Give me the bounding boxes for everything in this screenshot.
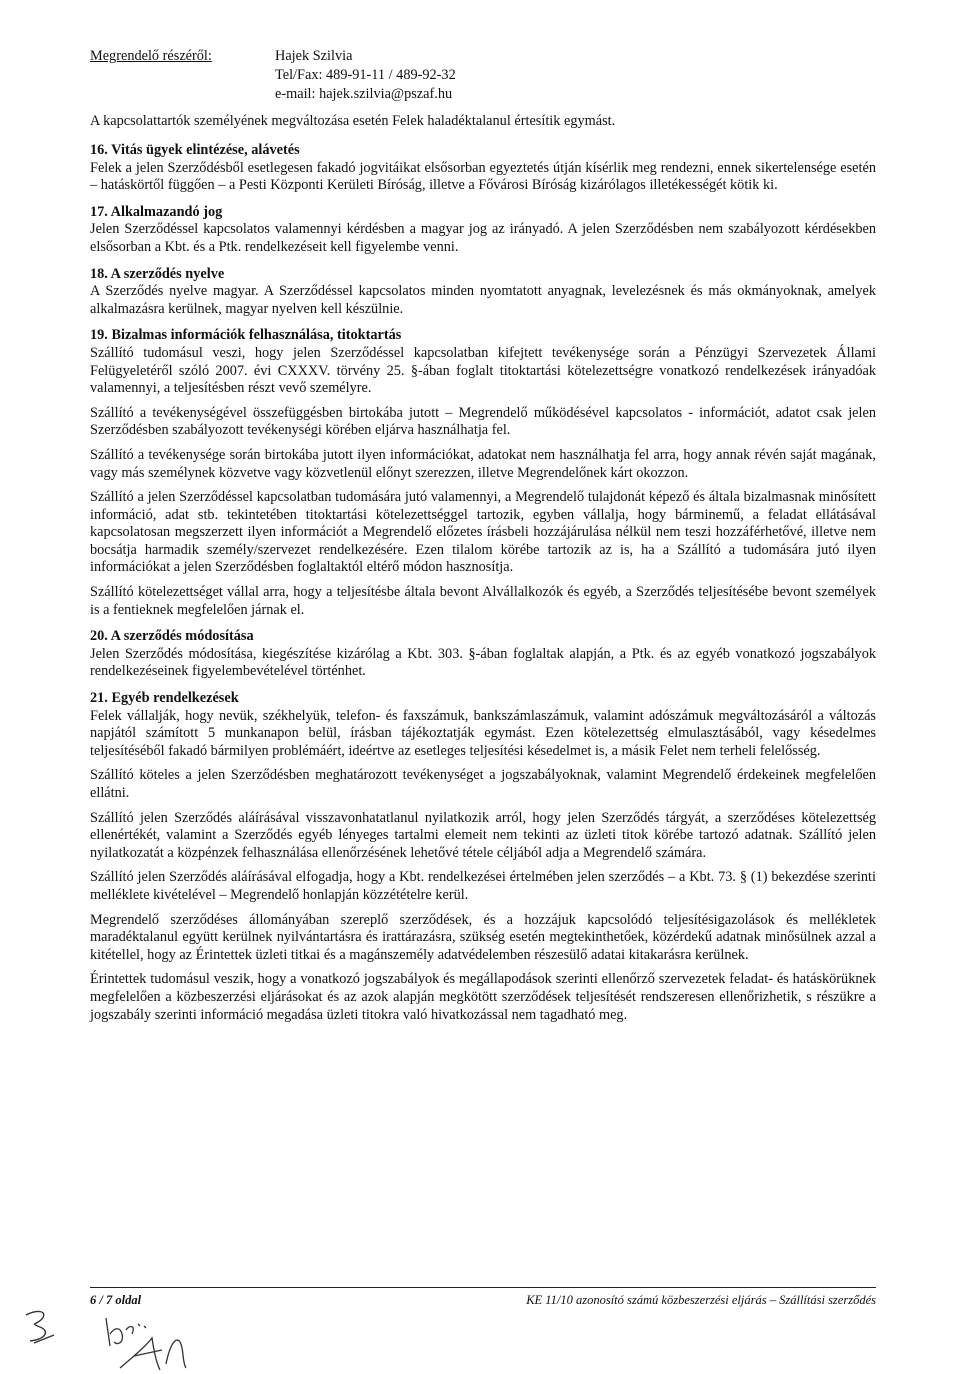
section-paragraph: Szállító jelen Szerződés aláírásával elfogadja, hogy a Kbt. rendelkezései értelmében jelen szerződés – a Kbt. 73. § (1) bekezdése szerinti melléklete kivételével – Megrendelő honlapján közzétételre kerül.: [90, 869, 876, 903]
sections-container: [90, 142, 876, 1033]
section-paragraph: Szállító a tevékenysége során birtokába jutott ilyen információkat, adatokat nem használhatja fel arra, hogy annak révén saját magának, vagy más személynek közvetve vagy közvetlenül előnyt szerezzen, illetve Megrendelőnek kárt okozzon.: [90, 446, 876, 481]
contact-change-note: A kapcsolattartók személyének megváltozása esetén Felek haladéktalanul értesítik egymást.: [90, 113, 616, 129]
contact-row-telfax: [90, 67, 890, 86]
section-paragraph: Megrendelő szerződéses állományában szereplő szerződések, és a hozzájuk kapcsolódó teljesítésigazolások és mellékletek maradéktalanul együtt kerülnek nyilvántartásra és irattárazásra, szükség esetén megtekinthetőek, közérdekű adatnak minősülnek azzal a kitétellel, hogy az Érintettek üzleti titkai és a magánszemély adatvédelemben részesülő adatai kitakarásra kerülnek.: [90, 911, 876, 963]
section-paragraph: A Szerződés nyelve magyar. A Szerződéssel kapcsolatos minden nyomtatott anyagnak, levelezésnek és más okmányoknak, amelyek alkalmazásra kerülnek, magyar nyelven kell készülnie.: [90, 283, 876, 317]
footer-document-reference: KE 11/10 azonosító számú közbeszerzési eljárás – Szállítási szerződés: [526, 1293, 876, 1307]
contact-row-name: [90, 48, 890, 67]
footer-page-number: 6 / 7 oldal: [90, 1293, 142, 1307]
page-footer: [90, 1292, 876, 1310]
section-paragraph: Szállító a tevékenységével összefüggésben birtokába jutott – Megrendelő működésével kapcsolatos - információt, adatot csak jelen Szerződésben szabályozott tevékenységi körében eljárva használhatja fel.: [90, 404, 876, 439]
section-paragraph: Felek a jelen Szerződésből esetlegesen fakadó jogvitáikat elsősorban egyeztetés útján kísérlik meg rendezni, ennek sikertelensége esetén – hatáskörtől függően – a Pesti Központi Kerületi Bíróság, illetve a Fővárosi Bíróság kizárólagos illetékességét kötik ki.: [90, 159, 876, 194]
section-19: [90, 327, 876, 619]
handwritten-signature: [100, 1312, 210, 1374]
section-paragraph: Érintettek tudomásul veszik, hogy a vonatkozó jogszabályok és megállapodások szerinti ellenőrző szervezetek feladat- és hatáskörüknek megfelelően a közbeszerzési eljárásokat és az azok alapján megkötött szerződések teljesítését rendszeresen ellenőrizhetik, s részükre a jogszabály szerinti információ megadása üzleti titokra való hivatkozással nem tagadható meg.: [90, 971, 876, 1023]
contact-telfax: Tel/Fax: 489-91-11 / 489-92-32: [275, 67, 456, 83]
footer-divider: [90, 1287, 876, 1288]
section-21: [90, 690, 876, 1024]
contact-block: [90, 48, 890, 105]
contact-row-email: [90, 86, 890, 105]
section-18: [90, 266, 876, 319]
section-heading: 19. Bizalmas információk felhasználása, titoktartás: [90, 327, 402, 344]
section-heading: 20. A szerződés módosítása: [90, 628, 254, 645]
contact-name: Hajek Szilvia: [275, 48, 353, 64]
contact-label: Megrendelő részéről:: [90, 48, 212, 64]
section-17: [90, 204, 876, 257]
section-heading: 16. Vitás ügyek elintézése, alávetés: [90, 142, 300, 158]
section-paragraph: Szállító köteles a jelen Szerződésben meghatározott tevékenységet a jogszabályoknak, valamint Megrendelő érdekeinek megfelelően ellátni.: [90, 767, 876, 801]
section-paragraph: Jelen Szerződés módosítása, kiegészítése kizárólag a Kbt. 303. §-ában foglaltak alapján, a Ptk. és az egyéb vonatkozó jogszabályok rendelkezéseinek figyelembevételével történhet.: [90, 645, 876, 680]
initials-signature-left: [20, 1305, 70, 1350]
section-heading: 17. Alkalmazandó jog: [90, 203, 223, 220]
section-paragraph: Jelen Szerződéssel kapcsolatos valamennyi kérdésben a magyar jog az irányadó. A jelen Szerződésben nem szabályozott kérdésekben elsősorban a Kbt. és a Ptk. rendelkezéseit kell figyelembe venni.: [90, 221, 876, 255]
section-paragraph: Szállító jelen Szerződés aláírásával visszavonhatatlanul nyilatkozik arról, hogy jelen Szerződés tárgyát, a szerződéses kötelezettség ellenértékét, valamint a Szerződés egyéb lényeges tartalmi elemeit nem tekinti az üzleti titok körébe tartozó adatnak. Szállító jelen nyilatkozatát a közpénzek felhasználása ellenőrzésének lehetővé tétele céljából adja a Megrendelő számára.: [90, 809, 876, 861]
section-heading: 18. A szerződés nyelve: [90, 265, 225, 282]
section-16: [90, 142, 876, 195]
section-heading: 21. Egyéb rendelkezések: [90, 690, 239, 707]
section-paragraph: Felek vállalják, hogy nevük, székhelyük, telefon- és faxszámuk, bankszámlaszámuk, valamint adószámuk megváltozásáról a változás napjától számított 5 munkanapon belül, írásban tájékoztatják egymást. Ezen kötelezettség elmulasztásából, vagy késedelmes teljesítéséből fakadó bármilyen problémáért, ideértve az esetleges teljesítési késedelmet is, a másik Felet nem terheli felelősség.: [90, 707, 876, 759]
contact-email: e-mail: hajek.szilvia@pszaf.hu: [275, 86, 453, 102]
section-paragraph: Szállító a jelen Szerződéssel kapcsolatban tudomására jutó valamennyi, a Megrendelő tulajdonát képező és általa bizalmasnak minősített információ, adat stb. tekintetében titoktartási kötelezettséggel tartozik, egyben vállalja, hogy bárminemű, a feladat ellátásával kapcsolatosan megszerzett ilyen információt a Megrendelő előzetes írásbeli hozzájárulása nélkül nem teszi hozzáférhetővé, illetve nem bocsátja harmadik személy/szervezet rendelkezésére. Ezen tilalom körébe tartozik az is, ha a Szállító a tudomására jutó ilyen információkat a jelen Szerződésben foglaltaktól eltérő módon hasznosítja.: [90, 489, 876, 576]
section-paragraph: Szállító tudomásul veszi, hogy jelen Szerződéssel kapcsolatban kifejtett tevékenysége során a Pénzügyi Szervezetek Állami Felügyeletéről szóló 2007. évi CXXXV. törvény 25. §-ában foglalt titoktartási kötelezettségre vonatkozó rendelkezések irányadóak valamennyi, a teljesítésben részt vevő személyre.: [90, 344, 876, 397]
section-paragraph: Szállító kötelezettséget vállal arra, hogy a teljesítésbe általa bevont Alvállalkozók és egyéb, a Szerződés teljesítésébe bevont személyek is a fentieknek megfelelően járnak el.: [90, 584, 876, 618]
section-20: [90, 628, 876, 681]
